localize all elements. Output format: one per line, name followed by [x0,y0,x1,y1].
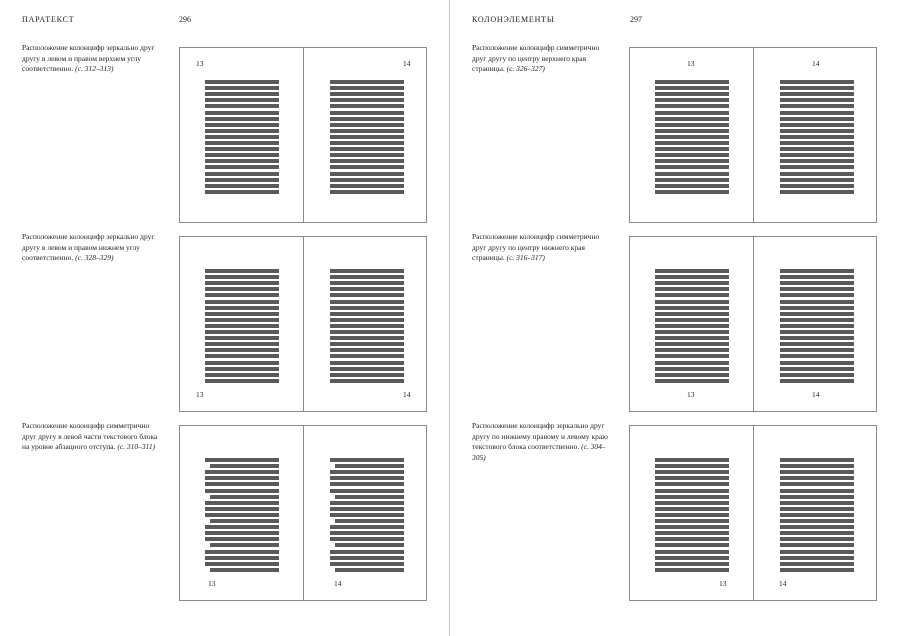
text-line [205,104,279,108]
text-line [655,172,729,176]
text-line [330,123,404,127]
text-line [655,80,729,84]
text-line [205,312,279,316]
recto-page-number: 14 [334,579,342,588]
text-line [330,135,404,139]
caption-text: Расположение колонцифр симметрично друг другу по центру верхнего края страницы. [472,43,600,73]
text-line [330,293,404,297]
text-line [780,354,854,358]
spread-diagram-text-block-bottom-edges [629,425,877,601]
text-line [205,501,279,505]
recto-page-number: 14 [403,390,411,399]
text-line [780,129,854,133]
text-line [655,275,729,279]
text-line [780,537,854,541]
spread-fold [753,426,754,600]
text-line [780,550,854,554]
text-line [655,550,729,554]
text-line [655,287,729,291]
text-line [205,318,279,322]
text-line [780,324,854,328]
text-line [780,556,854,560]
text-line [655,306,729,310]
text-line [330,312,404,316]
text-line [780,147,854,151]
text-line [655,568,729,572]
recto-page-number: 14 [403,59,411,68]
spread-diagram-bottom-corners [179,236,427,412]
text-line [330,80,404,84]
text-line [330,98,404,102]
text-line [205,159,279,163]
text-line [205,562,279,566]
text-line [205,178,279,182]
text-line [335,543,404,547]
spread-fold [303,237,304,411]
text-line [655,476,729,480]
text-line [655,86,729,90]
text-line [655,367,729,371]
text-line [205,458,279,462]
text-line [655,330,729,334]
text-line [210,495,279,499]
text-line [655,190,729,194]
text-line [780,312,854,316]
text-line [205,123,279,127]
text-line [205,117,279,121]
text-line [330,129,404,133]
text-line [780,330,854,334]
caption-ref: (с. 316–317) [506,253,545,262]
text-line [335,464,404,468]
text-line [330,111,404,115]
text-line [780,123,854,127]
text-line [655,342,729,346]
text-line [205,184,279,188]
text-line [780,141,854,145]
text-line [330,367,404,371]
text-line [330,172,404,176]
text-line [330,178,404,182]
text-line [335,519,404,523]
text-line [655,464,729,468]
text-line [780,165,854,169]
text-line [335,568,404,572]
text-line [205,348,279,352]
verso-page-number: 13 [196,390,204,399]
spread-diagram-indent-level [179,425,427,601]
text-line [780,190,854,194]
text-line [205,86,279,90]
text-line [205,300,279,304]
verso-page-number: 13 [208,579,216,588]
text-line [780,489,854,493]
text-line [780,519,854,523]
caption-ref: (с. 304–305) [472,442,606,462]
text-line [780,458,854,462]
text-line [330,354,404,358]
text-line [780,104,854,108]
text-line [655,92,729,96]
caption-ref: (с. 326–327) [506,64,545,73]
verso-page-number: 13 [687,390,695,399]
text-line [205,141,279,145]
text-line [780,172,854,176]
running-title-right: КОЛОНЭЛЕМЕНТЫ [472,15,555,24]
spread-diagram-top-corners [179,47,427,223]
text-line [655,519,729,523]
running-title-left: ПАРАТЕКСТ [22,15,75,24]
text-line [780,501,854,505]
text-line [205,550,279,554]
text-line [205,190,279,194]
text-line [655,495,729,499]
text-line [655,147,729,151]
text-line [655,98,729,102]
text-line [205,379,279,383]
text-line [330,562,404,566]
caption-ref: (с. 328–329) [75,253,114,262]
text-line [655,281,729,285]
right-page [450,0,900,636]
text-line [330,348,404,352]
text-line [655,489,729,493]
text-line [205,324,279,328]
text-line [205,135,279,139]
text-line [655,525,729,529]
text-line [655,178,729,182]
text-line [205,361,279,365]
text-line [330,458,404,462]
text-line [655,159,729,163]
text-line [780,348,854,352]
text-line [205,470,279,474]
text-line [330,537,404,541]
text-line [655,513,729,517]
text-line [205,342,279,346]
text-line [780,373,854,377]
text-line [655,123,729,127]
text-line [205,336,279,340]
caption-text: Расположение колонцифр зеркально друг другу по нижнему правому и левому краю текстового блока соответственно. [472,421,608,451]
caption-5 [472,232,612,264]
text-line [780,269,854,273]
text-line [330,165,404,169]
text-line [780,507,854,511]
verso-page-number: 13 [687,59,695,68]
text-line [780,117,854,121]
text-line [655,562,729,566]
text-line [780,367,854,371]
text-line [330,287,404,291]
text-line [655,111,729,115]
caption-text: Расположение колонцифр симметрично друг другу по центру нижнего края страницы. [472,232,600,262]
text-line [655,324,729,328]
text-line [205,525,279,529]
text-line [780,495,854,499]
text-line [655,300,729,304]
text-line [205,172,279,176]
text-line [655,507,729,511]
text-line [330,275,404,279]
text-line [330,86,404,90]
text-line [780,80,854,84]
caption-text: Расположение колонцифр зеркально друг другу в левом и правом верхнем углу соответственно. [22,43,155,73]
text-line [330,489,404,493]
text-line [330,318,404,322]
text-line [655,537,729,541]
text-line [205,269,279,273]
text-line [655,318,729,322]
text-line [205,513,279,517]
text-line [655,458,729,462]
text-line [655,184,729,188]
text-line [655,117,729,121]
text-line [205,275,279,279]
text-line [330,153,404,157]
text-line [210,543,279,547]
text-line [205,111,279,115]
text-line [205,373,279,377]
text-line [330,300,404,304]
caption-ref: (с. 310–311) [117,442,156,451]
text-line [205,153,279,157]
text-line [205,287,279,291]
text-line [330,184,404,188]
spread-fold [303,48,304,222]
verso-page-number: 13 [196,59,204,68]
text-line [330,336,404,340]
spread-fold [753,48,754,222]
caption-3 [22,421,162,453]
text-line [655,269,729,273]
text-line [330,330,404,334]
text-line [780,482,854,486]
text-line [780,470,854,474]
text-line [205,531,279,535]
caption-text: Расположение колонцифр зеркально друг другу в левом и правом нижнем углу соответственно. [22,232,155,262]
text-line [210,519,279,523]
text-line [655,361,729,365]
verso-page-number: 13 [719,579,727,588]
text-line [780,300,854,304]
text-line [330,342,404,346]
text-line [205,354,279,358]
text-line [655,556,729,560]
recto-page-number: 14 [812,390,820,399]
text-line [205,476,279,480]
text-line [780,306,854,310]
text-line [780,287,854,291]
text-line [335,495,404,499]
text-line [780,293,854,297]
text-line [330,513,404,517]
spread-fold [753,237,754,411]
text-line [205,482,279,486]
text-line [205,92,279,96]
text-line [655,379,729,383]
caption-4 [472,43,612,75]
text-line [330,159,404,163]
text-line [205,507,279,511]
text-line [205,165,279,169]
text-line [780,543,854,547]
text-line [210,464,279,468]
text-line [655,293,729,297]
text-line [205,80,279,84]
text-line [205,306,279,310]
text-line [655,135,729,139]
text-line [330,556,404,560]
text-line [655,543,729,547]
text-line [780,86,854,90]
text-line [780,476,854,480]
text-line [210,568,279,572]
text-line [330,147,404,151]
text-line [655,501,729,505]
page-number-right: 297 [630,15,642,24]
spread-diagram-top-center [629,47,877,223]
recto-page-number: 14 [779,579,787,588]
text-line [205,330,279,334]
text-line [330,92,404,96]
text-line [330,104,404,108]
text-line [330,550,404,554]
text-line [330,190,404,194]
text-line [205,129,279,133]
text-line [330,476,404,480]
text-line [655,141,729,145]
text-line [655,153,729,157]
text-line [655,336,729,340]
text-line [780,379,854,383]
text-line [780,568,854,572]
text-line [205,281,279,285]
text-line [330,361,404,365]
text-line [655,531,729,535]
page-number-left: 296 [179,15,191,24]
text-line [780,153,854,157]
caption-text: Расположение колонцифр симметрично друг другу в левой части текстового блока на уровне абзацного отступа. [22,421,158,451]
text-line [655,348,729,352]
text-line [780,531,854,535]
text-line [205,489,279,493]
text-line [780,135,854,139]
text-line [330,117,404,121]
text-line [655,354,729,358]
text-line [655,165,729,169]
text-line [330,379,404,383]
caption-6 [472,421,612,463]
text-line [330,141,404,145]
text-line [655,129,729,133]
text-line [205,293,279,297]
text-line [780,562,854,566]
text-line [780,318,854,322]
text-line [205,98,279,102]
text-line [655,104,729,108]
spread-fold [303,426,304,600]
text-line [330,281,404,285]
text-line [780,361,854,365]
text-line [780,184,854,188]
text-line [330,501,404,505]
text-line [780,513,854,517]
text-line [330,373,404,377]
text-line [780,275,854,279]
text-line [780,281,854,285]
text-line [205,367,279,371]
text-line [330,470,404,474]
text-line [780,178,854,182]
text-line [780,336,854,340]
text-line [330,531,404,535]
text-line [780,525,854,529]
text-line [780,464,854,468]
spread-diagram-bottom-center [629,236,877,412]
text-line [205,537,279,541]
text-line [655,373,729,377]
text-line [330,324,404,328]
text-line [330,482,404,486]
text-line [780,159,854,163]
text-line [330,306,404,310]
text-line [780,342,854,346]
recto-page-number: 14 [812,59,820,68]
text-line [330,269,404,273]
text-line [655,482,729,486]
text-line [655,312,729,316]
text-line [655,470,729,474]
text-line [780,98,854,102]
caption-1 [22,43,162,75]
text-line [780,92,854,96]
text-line [330,525,404,529]
text-line [205,556,279,560]
caption-2 [22,232,162,264]
text-line [205,147,279,151]
text-line [780,111,854,115]
text-line [330,507,404,511]
caption-ref: (с. 312–313) [75,64,114,73]
